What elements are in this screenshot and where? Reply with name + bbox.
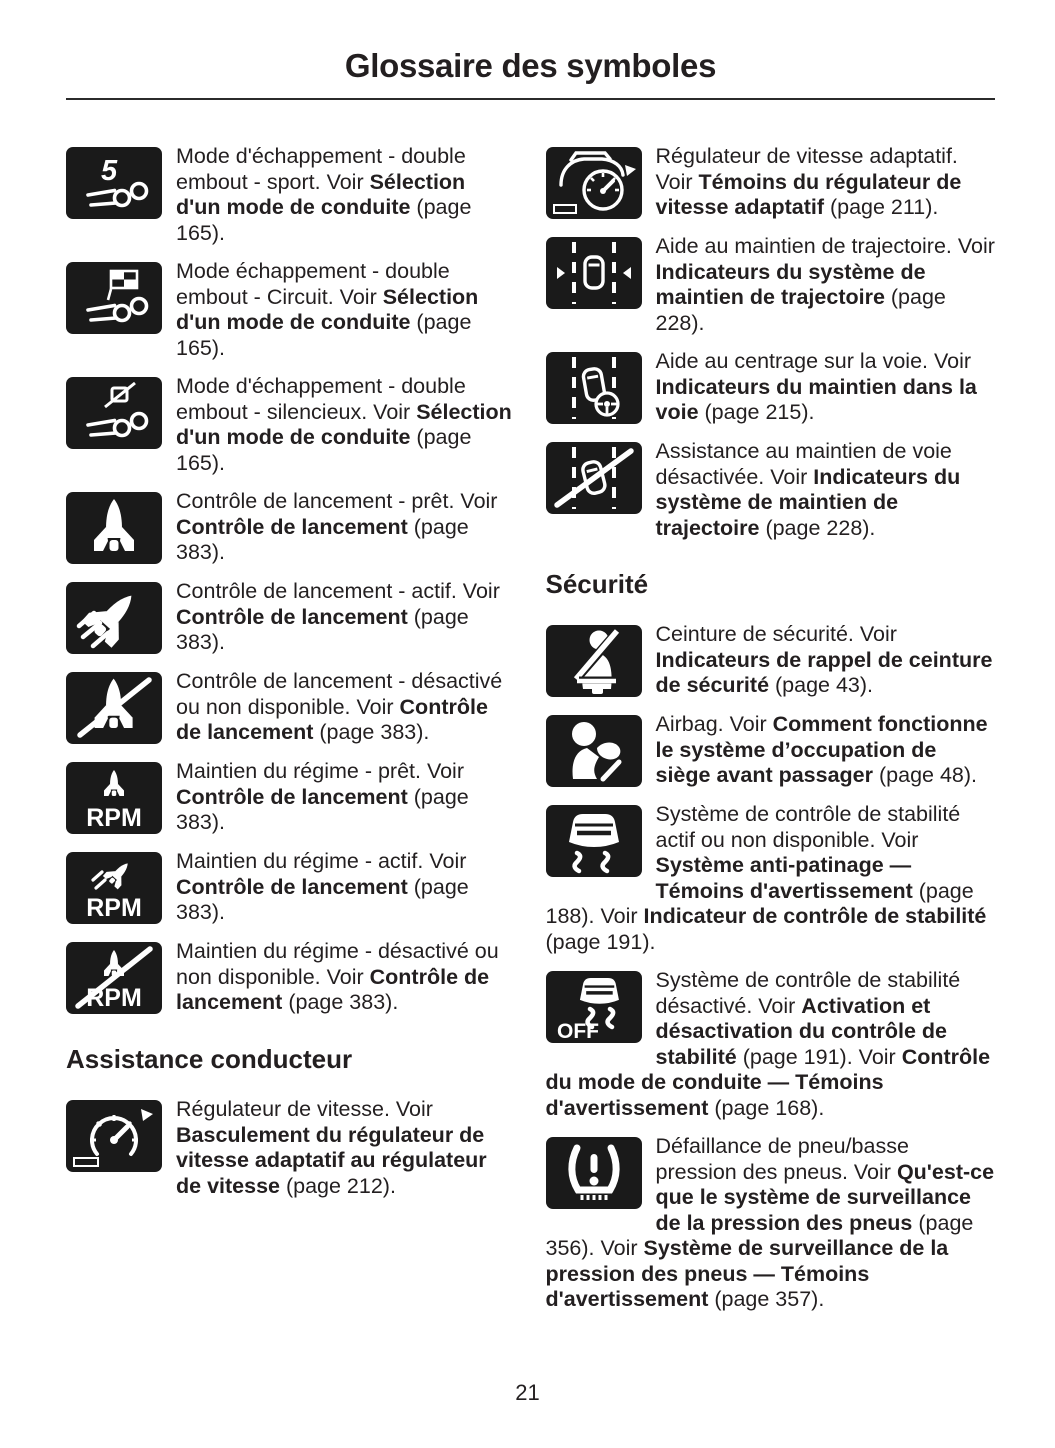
cross-reference: Sélection d'un mode de conduite [176,284,479,334]
rpm-hold-ready-icon [66,762,162,834]
entry-text: Aide au maintien de trajectoire. Voir [655,234,995,258]
cross-reference: Contrôle de lancement [176,514,408,539]
glossary-entry [66,489,516,566]
entry-text: (page 212). [279,1173,396,1198]
entry-text: (page 165). [176,195,472,245]
entry-text: (page 43). [769,673,874,697]
glossary-entry [546,234,996,336]
entry-text: Mode échappement - double embout - Circuit. Voir [176,259,450,309]
left-column [66,144,516,1326]
entry-text: (page 228). [655,285,946,335]
title-rule [66,98,995,100]
glossary-entry [546,712,996,789]
entry-text: (page 383). [176,604,469,654]
glossary-entry [546,1134,996,1313]
cross-reference: Système anti-patinage — Témoins d'avertissement [655,853,913,903]
glossary-entry [546,439,996,541]
cross-reference: Indicateurs du maintien dans la voie [655,374,977,424]
cross-reference: Contrôle de lancement [176,694,488,744]
entry-text: Contrôle de lancement - prêt. Voir [176,489,498,513]
entry-text: (page 383). [176,874,469,924]
cross-reference: Activation et désactivation du contrôle de stabilité [655,993,947,1069]
page-title: Glossaire des symboles [344,47,717,84]
section-heading: Assistance conducteur [66,1044,353,1074]
adaptive-cruise-icon [546,147,642,219]
page-number: 21 [515,1380,540,1405]
glossary-columns [66,144,995,1326]
glossary-entry [66,579,516,656]
entry-text: (page 383). [176,514,469,564]
cross-reference: Comment fonctionne le système d’occupation de siège avant passager [655,712,988,787]
entry-text: Système de contrôle de stabilité désactivé. Voir [655,968,961,1018]
entry-text: (page 165). [176,310,472,360]
entry-text: (page 191). [545,929,656,954]
rpm-hold-off-icon [66,942,162,1014]
cross-reference: Indicateurs du système de maintien de trajectoire [655,259,926,309]
rpm-hold-active-icon [66,852,162,924]
entry-text: Aide au centrage sur la voie. Voir [655,349,972,373]
entry-text: Défaillance de pneu/basse pression des pneus. Voir [655,1134,909,1184]
cross-reference: Indicateurs de rappel de ceinture de sécurité [655,647,993,697]
glossary-entry [66,939,516,1016]
entry-text: (page 383). [176,784,469,834]
cross-reference: Contrôle de lancement [176,784,408,809]
glossary-entry [66,759,516,836]
glossary-entry [66,849,516,926]
entry-text: (page 356). Voir [545,1210,974,1260]
cruise-control-icon [66,1100,162,1172]
entry-text: Mode d'échappement - double embout - silencieux. Voir [176,374,466,424]
entry-text: (page 357). [708,1287,825,1311]
exhaust-mode-track-icon [66,262,162,334]
glossary-entry [66,259,516,361]
svg-text:RPM: RPM [86,894,142,922]
cross-reference: Sélection d'un mode de conduite [176,399,512,449]
svg-text:RPM: RPM [86,984,142,1012]
entry-text: (page 228). [759,515,876,540]
entry-text: (page 188). Voir [545,878,974,928]
seatbelt-icon [546,625,642,697]
launch-control-ready-icon [66,492,162,564]
entry-text: Mode d'échappement - double embout - sport. Voir [176,144,466,194]
entry-text: Régulateur de vitesse adaptatif. Voir [655,144,958,194]
lane-keeping-icon [546,237,642,309]
svg-text:5: 5 [101,155,118,187]
launch-control-off-icon [66,672,162,744]
launch-control-active-icon [66,582,162,654]
glossary-entry [546,349,996,426]
cross-reference: Contrôle de lancement [176,604,408,629]
entry-text: (page 211). [823,195,939,219]
cross-reference: Contrôle de lancement [176,874,408,899]
entry-text: Contrôle de lancement - désactivé ou non disponible. Voir [176,669,503,719]
cross-reference: Sélection d'un mode de conduite [176,169,466,219]
cross-reference: Témoins du régulateur de vitesse adaptatif [655,169,962,219]
entry-text: Maintien du régime - désactivé ou non disponible. Voir [176,939,499,989]
glossary-entry [546,622,996,699]
glossary-entry [66,374,516,476]
right-column [546,144,996,1326]
exhaust-mode-quiet-icon [66,377,162,449]
airbag-icon [546,715,642,787]
entry-text: Maintien du régime - actif. Voir [176,849,467,873]
section-heading: Sécurité [545,569,649,599]
cross-reference: Contrôle du mode de conduite — Témoins d'avertissement [545,1044,991,1120]
entry-text: (page 48). [873,763,977,787]
cross-reference: Qu'est-ce que le système de surveillance de la pression des pneus [655,1159,995,1235]
glossary-entry [546,968,996,1121]
svg-text:OFF: OFF [556,1020,599,1043]
lane-assist-off-icon [546,442,642,514]
entry-text: Régulateur de vitesse. Voir [176,1097,433,1121]
entry-text: (page 191). Voir [736,1044,902,1069]
entry-text: (page 168). [708,1095,825,1120]
entry-text: (page 215). [698,400,815,424]
entry-text: Airbag. Voir [655,712,773,736]
svg-text:RPM: RPM [86,804,142,832]
glossary-entry [546,144,996,221]
stability-control-off-icon [546,971,642,1043]
entry-text: (page 383). [313,720,430,744]
glossary-entry [66,669,516,746]
glossary-entry [66,1097,516,1199]
glossary-entry [546,802,996,955]
lane-centering-icon [546,352,642,424]
entry-text: Ceinture de sécurité. Voir [655,622,897,646]
entry-text: Maintien du régime - prêt. Voir [176,759,464,783]
entry-text: (page 383). [282,990,399,1014]
glossary-entry [66,144,516,246]
cross-reference: Basculement du régulateur de vitesse adaptatif au régulateur de vitesse [176,1122,487,1198]
entry-text: Assistance au maintien de voie désactivée. Voir [655,439,952,489]
entry-text: (page 165). [176,425,472,475]
entry-text: Système de contrôle de stabilité actif ou non disponible. Voir [655,802,961,852]
cross-reference: Indicateur de contrôle de stabilité [643,904,987,928]
tpms-warning-icon [546,1137,642,1209]
cross-reference: Indicateurs du système de maintien de trajectoire [655,464,961,540]
cross-reference: Contrôle de lancement [176,964,490,1014]
entry-text: Contrôle de lancement - actif. Voir [176,579,500,603]
exhaust-mode-sport-icon [66,147,162,219]
cross-reference: Système de surveillance de la pression des pneus — Témoins d'avertissement [545,1236,949,1311]
stability-control-icon [546,805,642,877]
